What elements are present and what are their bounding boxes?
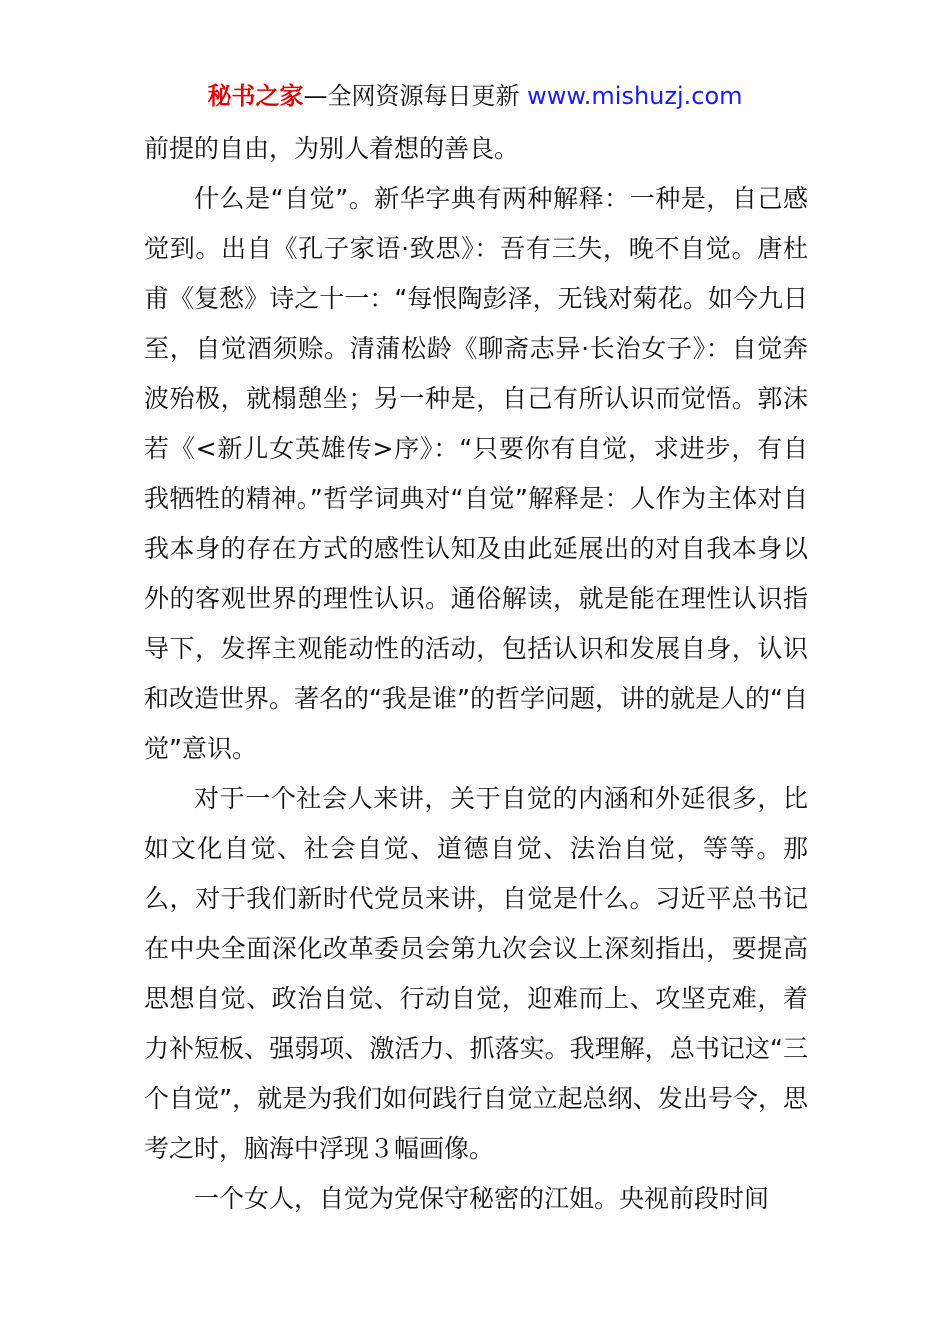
header-tagline: —全网资源每日更新 [303,82,528,110]
paragraph-party-member: 对于一个社会人来讲，关于自觉的内涵和外延很多，比如文化自觉、社会自觉、道德自觉、法治自觉，等等。那么，对于我们新时代党员来讲，自觉是什么。习近平总书记在中央全面深化改革委员会第九次会议上深刻指出，要提高思想自觉、政治自觉、行动自觉，迎难而上、攻坚克难，着力补短板、强弱项、激活力、抓落实。我理解，总书记这“三个自觉”，就是为我们如何践行自觉立起总纲、发出号令，思考之时，脑海中浮现３幅画像。 [144,784,808,1163]
page-header [0,80,950,112]
document-body [144,124,808,1224]
brand-name: 秘书之家 [207,82,304,110]
paragraph-jiang-jie: 一个女人，自觉为党保守秘密的江姐。央视前段时间 [194,1184,770,1213]
paragraph-continuation: 前提的自由，为别人着想的善良。 [144,134,520,163]
paragraph-definition: 什么是“自觉”。新华字典有两种解释：一种是，自己感觉到。出自《孔子家语·致思》：吾有三失，晚不自觉。唐杜甫《复愁》诗之十一：“每恨陶彭泽，无钱对菊花。如今九日至，自觉酒须赊。清蒲松龄《聊斋志异·长治女子》：自觉奔波殆极，就榻憩坐；另一种是，自己有所认识而觉悟。郭沫若《<新儿女英雄传>序》：“只要你有自觉，求进步，有自我牺牲的精神。”哲学词典对“自觉”解释是：人作为主体对自我本身的存在方式的感性认知及由此延展出的对自我本身以外的客观世界的理性认识。通俗解读，就是能在理性认识指导下，发挥主观能动性的活动，包括认识和发展自身，认识和改造世界。著名的“我是谁”的哲学问题，讲的就是人的“自觉”意识。 [144,184,808,763]
site-url-link[interactable]: www.mishuzj.com [527,82,743,110]
